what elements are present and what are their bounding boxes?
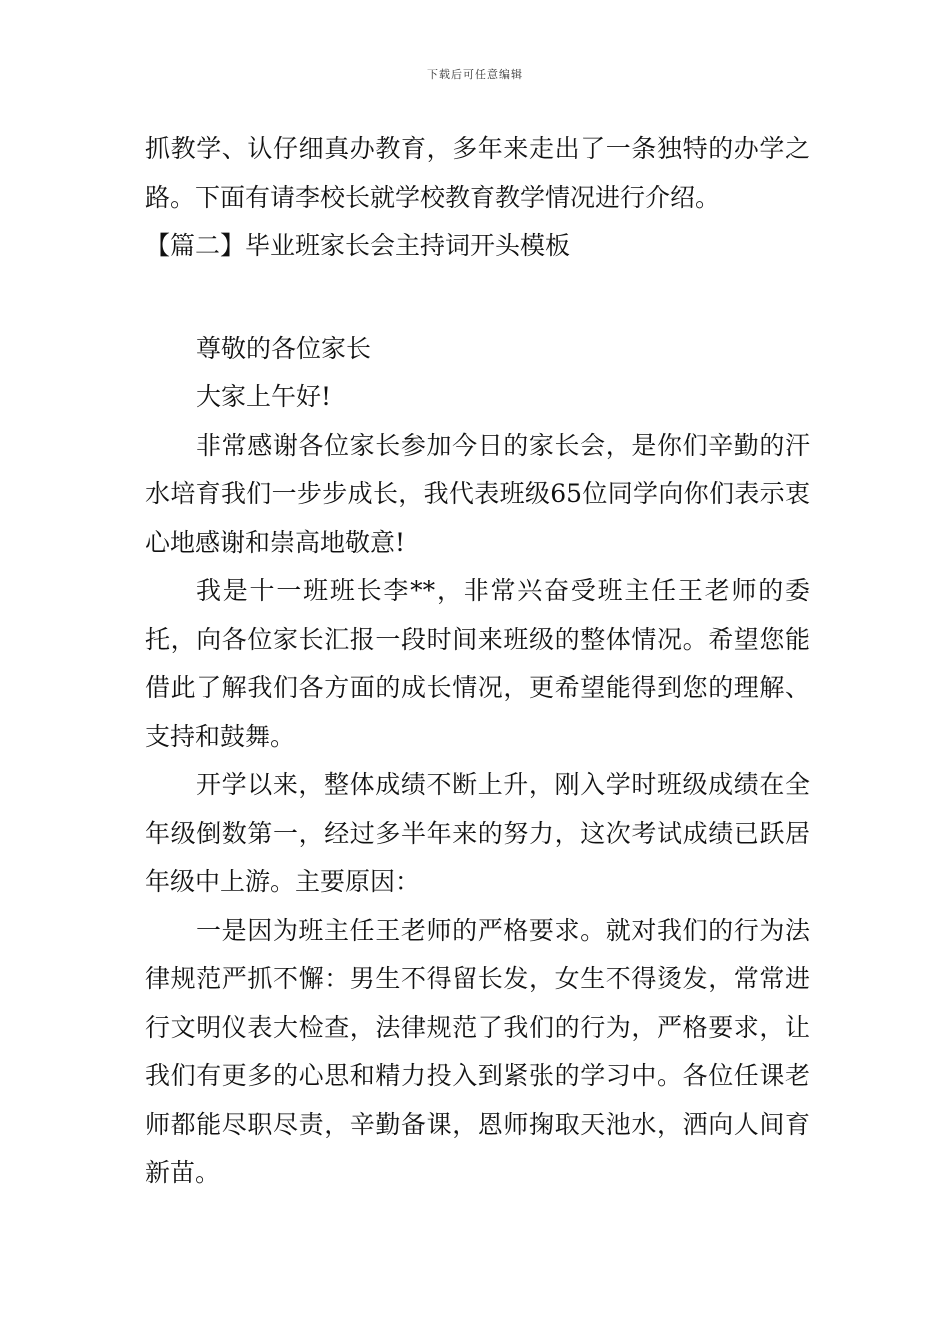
paragraph-introduction: 我是十一班班长李**，非常兴奋受班主任王老师的委托，向各位家长汇报一段时间来班级的整体情况。希望您能借此了解我们各方面的成长情况，更希望能得到您的理解、支持和鼓舞。 xyxy=(145,576,810,751)
document-body xyxy=(145,125,810,1198)
salutation: 尊敬的各位家长 xyxy=(196,333,372,363)
spacer xyxy=(145,271,810,325)
greeting: 大家上午好! xyxy=(196,382,332,411)
paragraph-thanks: 非常感谢各位家长参加今日的家长会，是你们辛勤的汗水培育我们一步步成长，我代表班级65位同学向你们表示衷心地感谢和崇高地敬意! xyxy=(145,430,810,557)
section-heading: 【篇二】毕业班家长会主持词开头模板 xyxy=(145,231,571,260)
paragraph-progress: 开学以来，整体成绩不断上升，刚入学时班级成绩在全年级倒数第一，经过多半年来的努力，这次考试成绩已跃居年级中上游。主要原因： xyxy=(145,770,810,896)
header-note: 下载后可任意编辑 xyxy=(427,68,523,81)
paragraph-reason-one: 一是因为班主任王老师的严格要求。就对我们的行为法律规范严抓不懈：男生不得留长发，女生不得烫发，常常进行文明仪表大检查，法律规范了我们的行为，严格要求，让我们有更多的心思和精力投入到紧张的学习中。各位任课老师都能尽职尽责，辛勤备课，恩师掬取天池水，洒向人间育新苗。 xyxy=(145,915,810,1187)
paragraph-opening: 抓教学、认仔细真办教育，多年来走出了一条独特的办学之路。下面有请李校长就学校教育教学情况进行介绍。 xyxy=(145,134,810,212)
